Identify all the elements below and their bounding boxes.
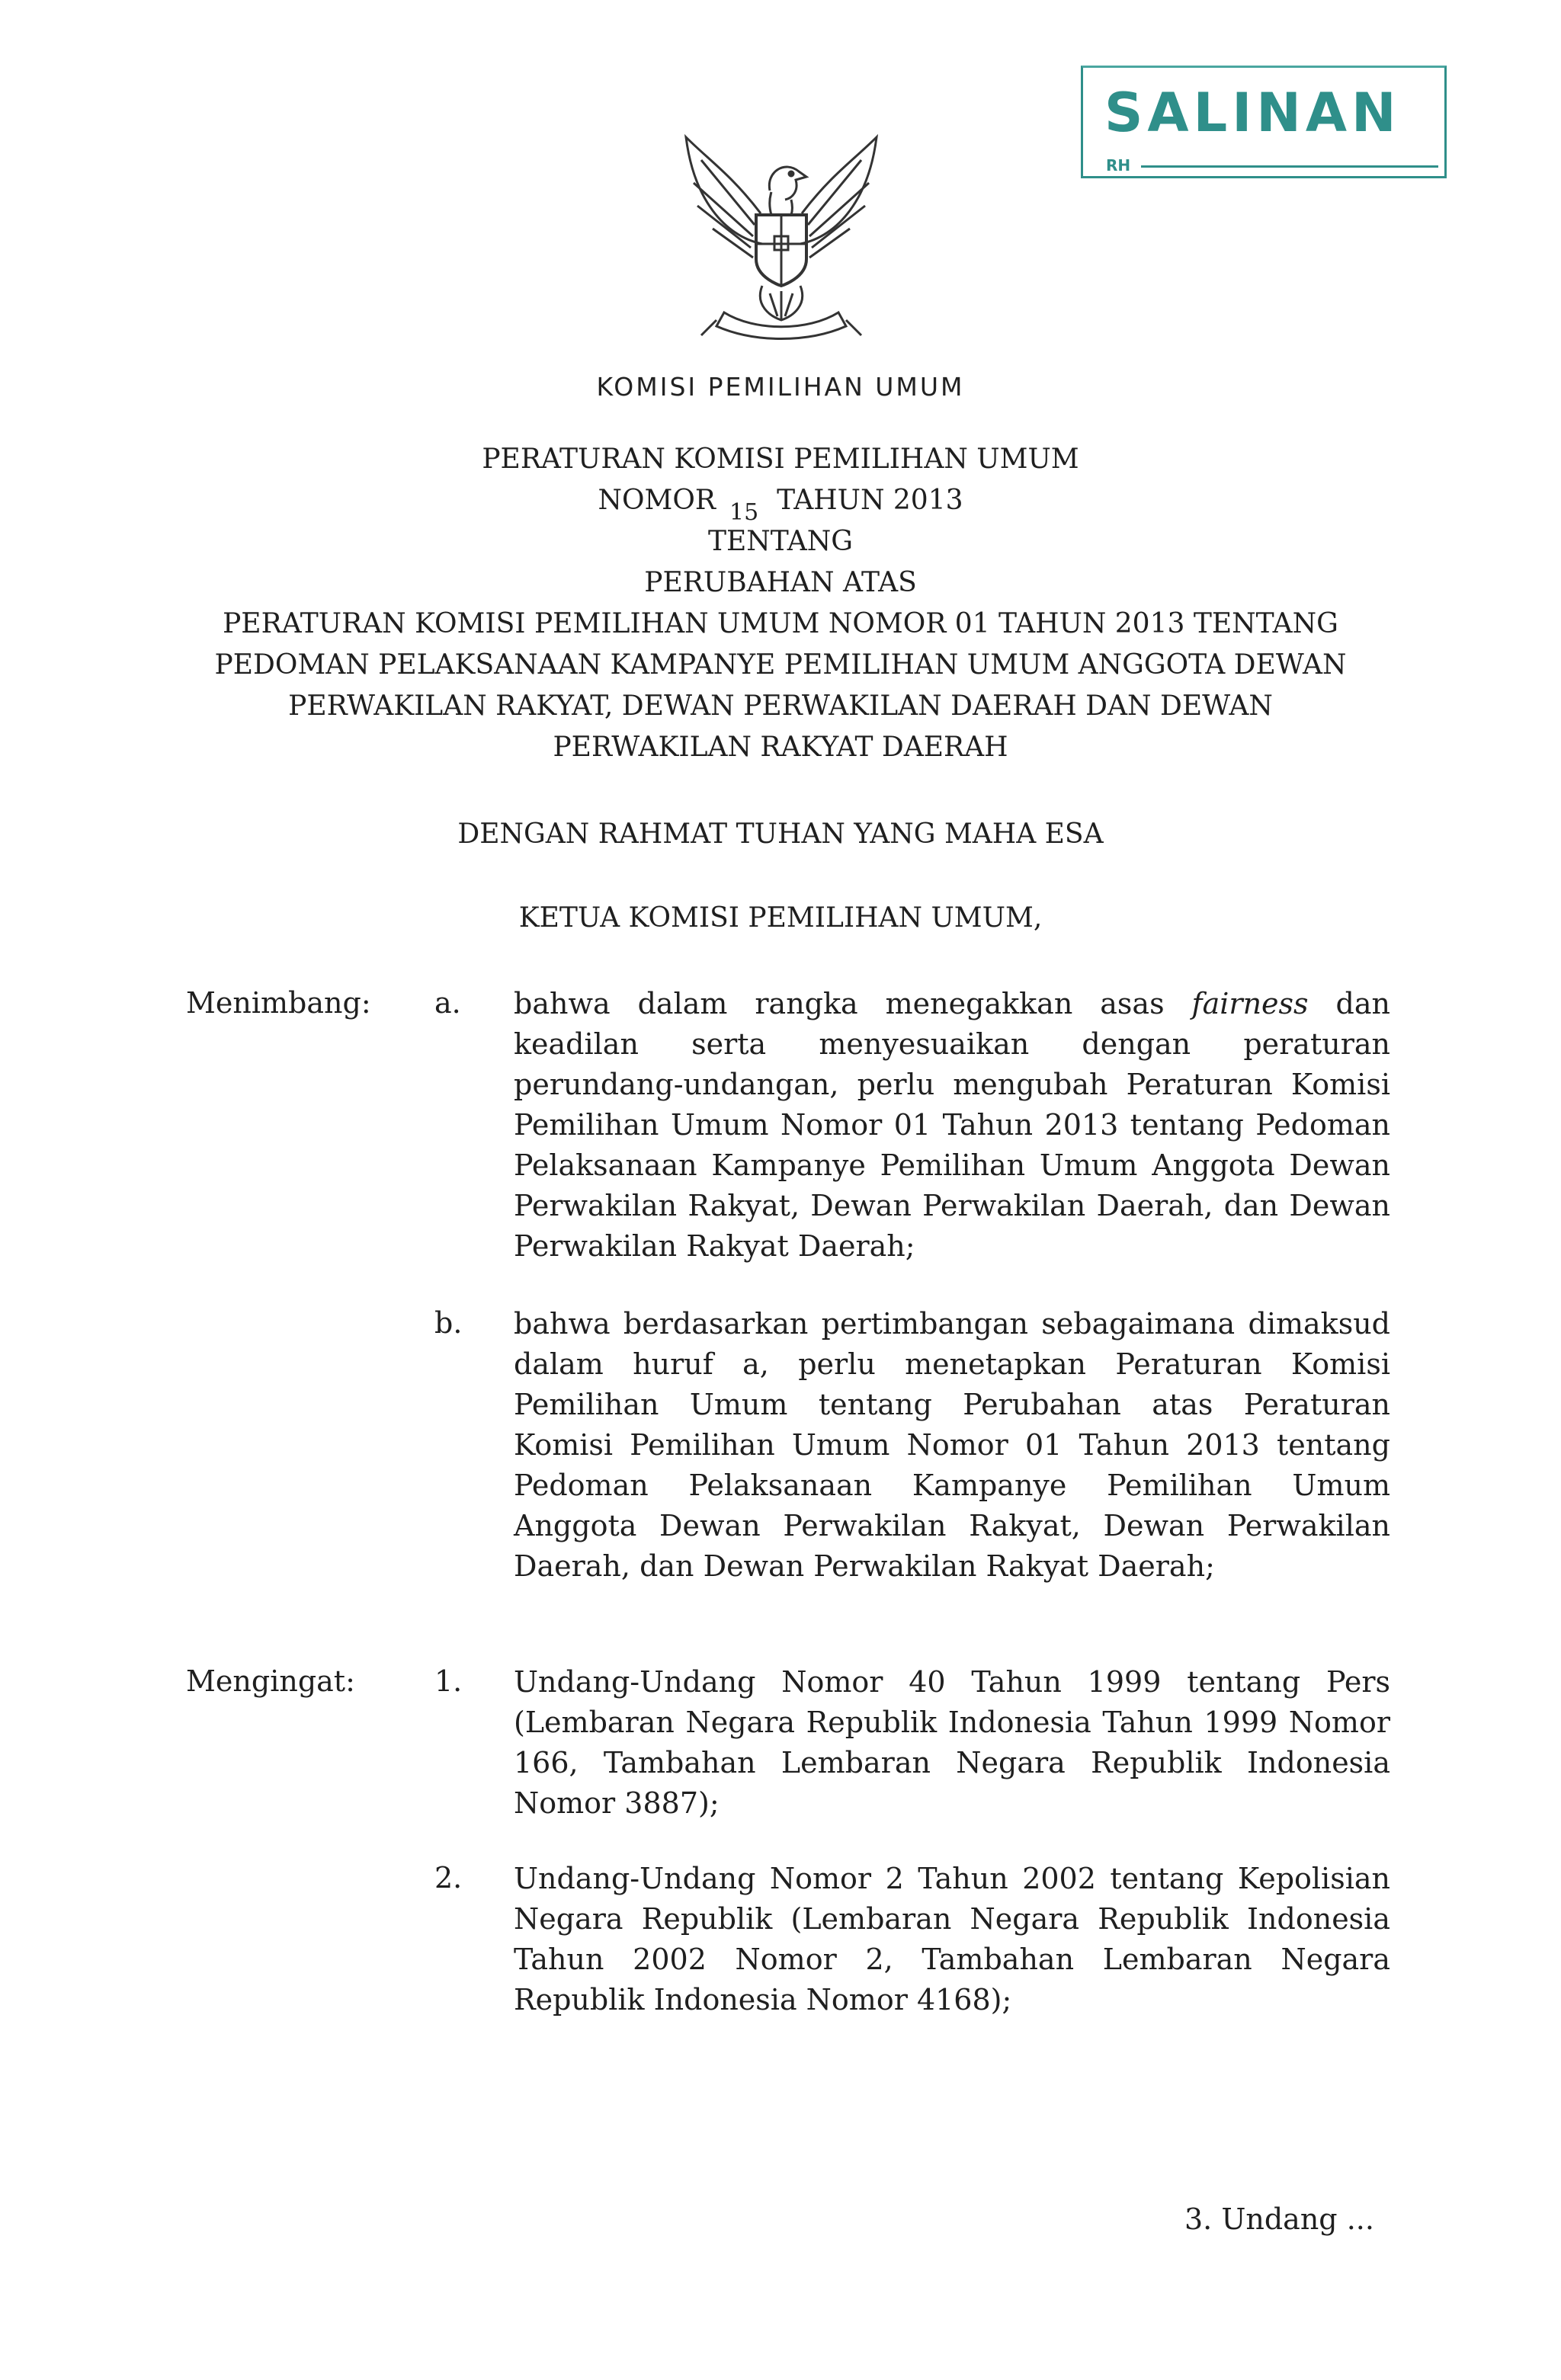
tentang-heading: TENTANG [707,526,854,557]
mengingat-label: Mengingat: [186,1664,355,1698]
item-text: bahwa dalam rangka menegakkan asas [514,987,1192,1020]
nomor-value: 15 [729,499,759,526]
subject-line-1: PERATURAN KOMISI PEMILIHAN UMUM NOMOR 01 TAHUN 2013 TENTANG [223,608,1338,639]
item-marker: a. [434,986,461,1020]
invocation: DENGAN RAHMAT TUHAN YANG MAHA ESA [457,818,1104,850]
menimbang-item-a [514,984,1390,1267]
salinan-stamp [1081,66,1447,178]
next-page-catchword: 3. Undang ... [1184,2202,1374,2236]
item-italic-term: fairness [1191,987,1309,1020]
regulation-number [0,485,1561,526]
item-marker: b. [434,1306,463,1340]
stamp-initials: RH [1106,156,1131,175]
institution-name: KOMISI PEMILIHAN UMUM [596,372,965,402]
item-marker: 2. [434,1861,463,1895]
perubahan-heading: PERUBAHAN ATAS [644,567,917,598]
authority-line: KETUA KOMISI PEMILIHAN UMUM, [518,902,1043,934]
garuda-emblem-icon [671,130,892,351]
mengingat-item-2: Undang-Undang Nomor 2 Tahun 2002 tentang Kepolisian Negara Republik (Lembaran Negara Republik Indonesia Tahun 2002 Nomor 2, Tambahan Lembaran Negara Republik Indonesia Nomor 4168); [514,1862,1390,2016]
menimbang-item-b: bahwa berdasarkan pertimbangan sebagaimana dimaksud dalam huruf a, perlu menetapkan Peraturan Komisi Pemilihan Umum tentang Perubahan atas Peraturan Komisi Pemilihan Umum Nomor 01 Tahun 2013 tentang Pedoman Pelaksanaan Kampanye Pemilihan Umum Anggota Dewan Perwakilan Rakyat, Dewan Perwakilan Daerah, dan Dewan Perwakilan Rakyat Daerah; [514,1307,1390,1583]
subject-line-2: PEDOMAN PELAKSANAAN KAMPANYE PEMILIHAN UMUM ANGGOTA DEWAN [214,649,1347,681]
subject-line-3: PERWAKILAN RAKYAT, DEWAN PERWAKILAN DAERAH DAN DEWAN [288,690,1273,722]
nomor-label: NOMOR [598,485,716,516]
tahun-label: TAHUN 2013 [777,485,963,516]
subject-line-4: PERWAKILAN RAKYAT DAERAH [553,732,1008,763]
regulation-title: PERATURAN KOMISI PEMILIHAN UMUM [482,444,1079,475]
stamp-word: SALINAN [1104,82,1401,144]
item-marker: 1. [434,1664,463,1698]
menimbang-label: Menimbang: [186,986,371,1020]
item-text: dan keadilan serta menyesuaikan dengan peraturan perundang-undangan, perlu mengubah Peraturan Komisi Pemilihan Umum Nomor 01 Tahun 2013 tentang Pedoman Pelaksanaan Kampanye Pemilihan Umum Anggota Dewan Perwakilan Rakyat, Dewan Perwakilan Daerah, dan Dewan Perwakilan Rakyat Daerah; [514,987,1390,1263]
stamp-underline [1141,165,1438,168]
mengingat-item-1: Undang-Undang Nomor 40 Tahun 1999 tentang Pers (Lembaran Negara Republik Indonesia Tahun 1999 Nomor 166, Tambahan Lembaran Negara Republik Indonesia Nomor 3887); [514,1665,1390,1820]
